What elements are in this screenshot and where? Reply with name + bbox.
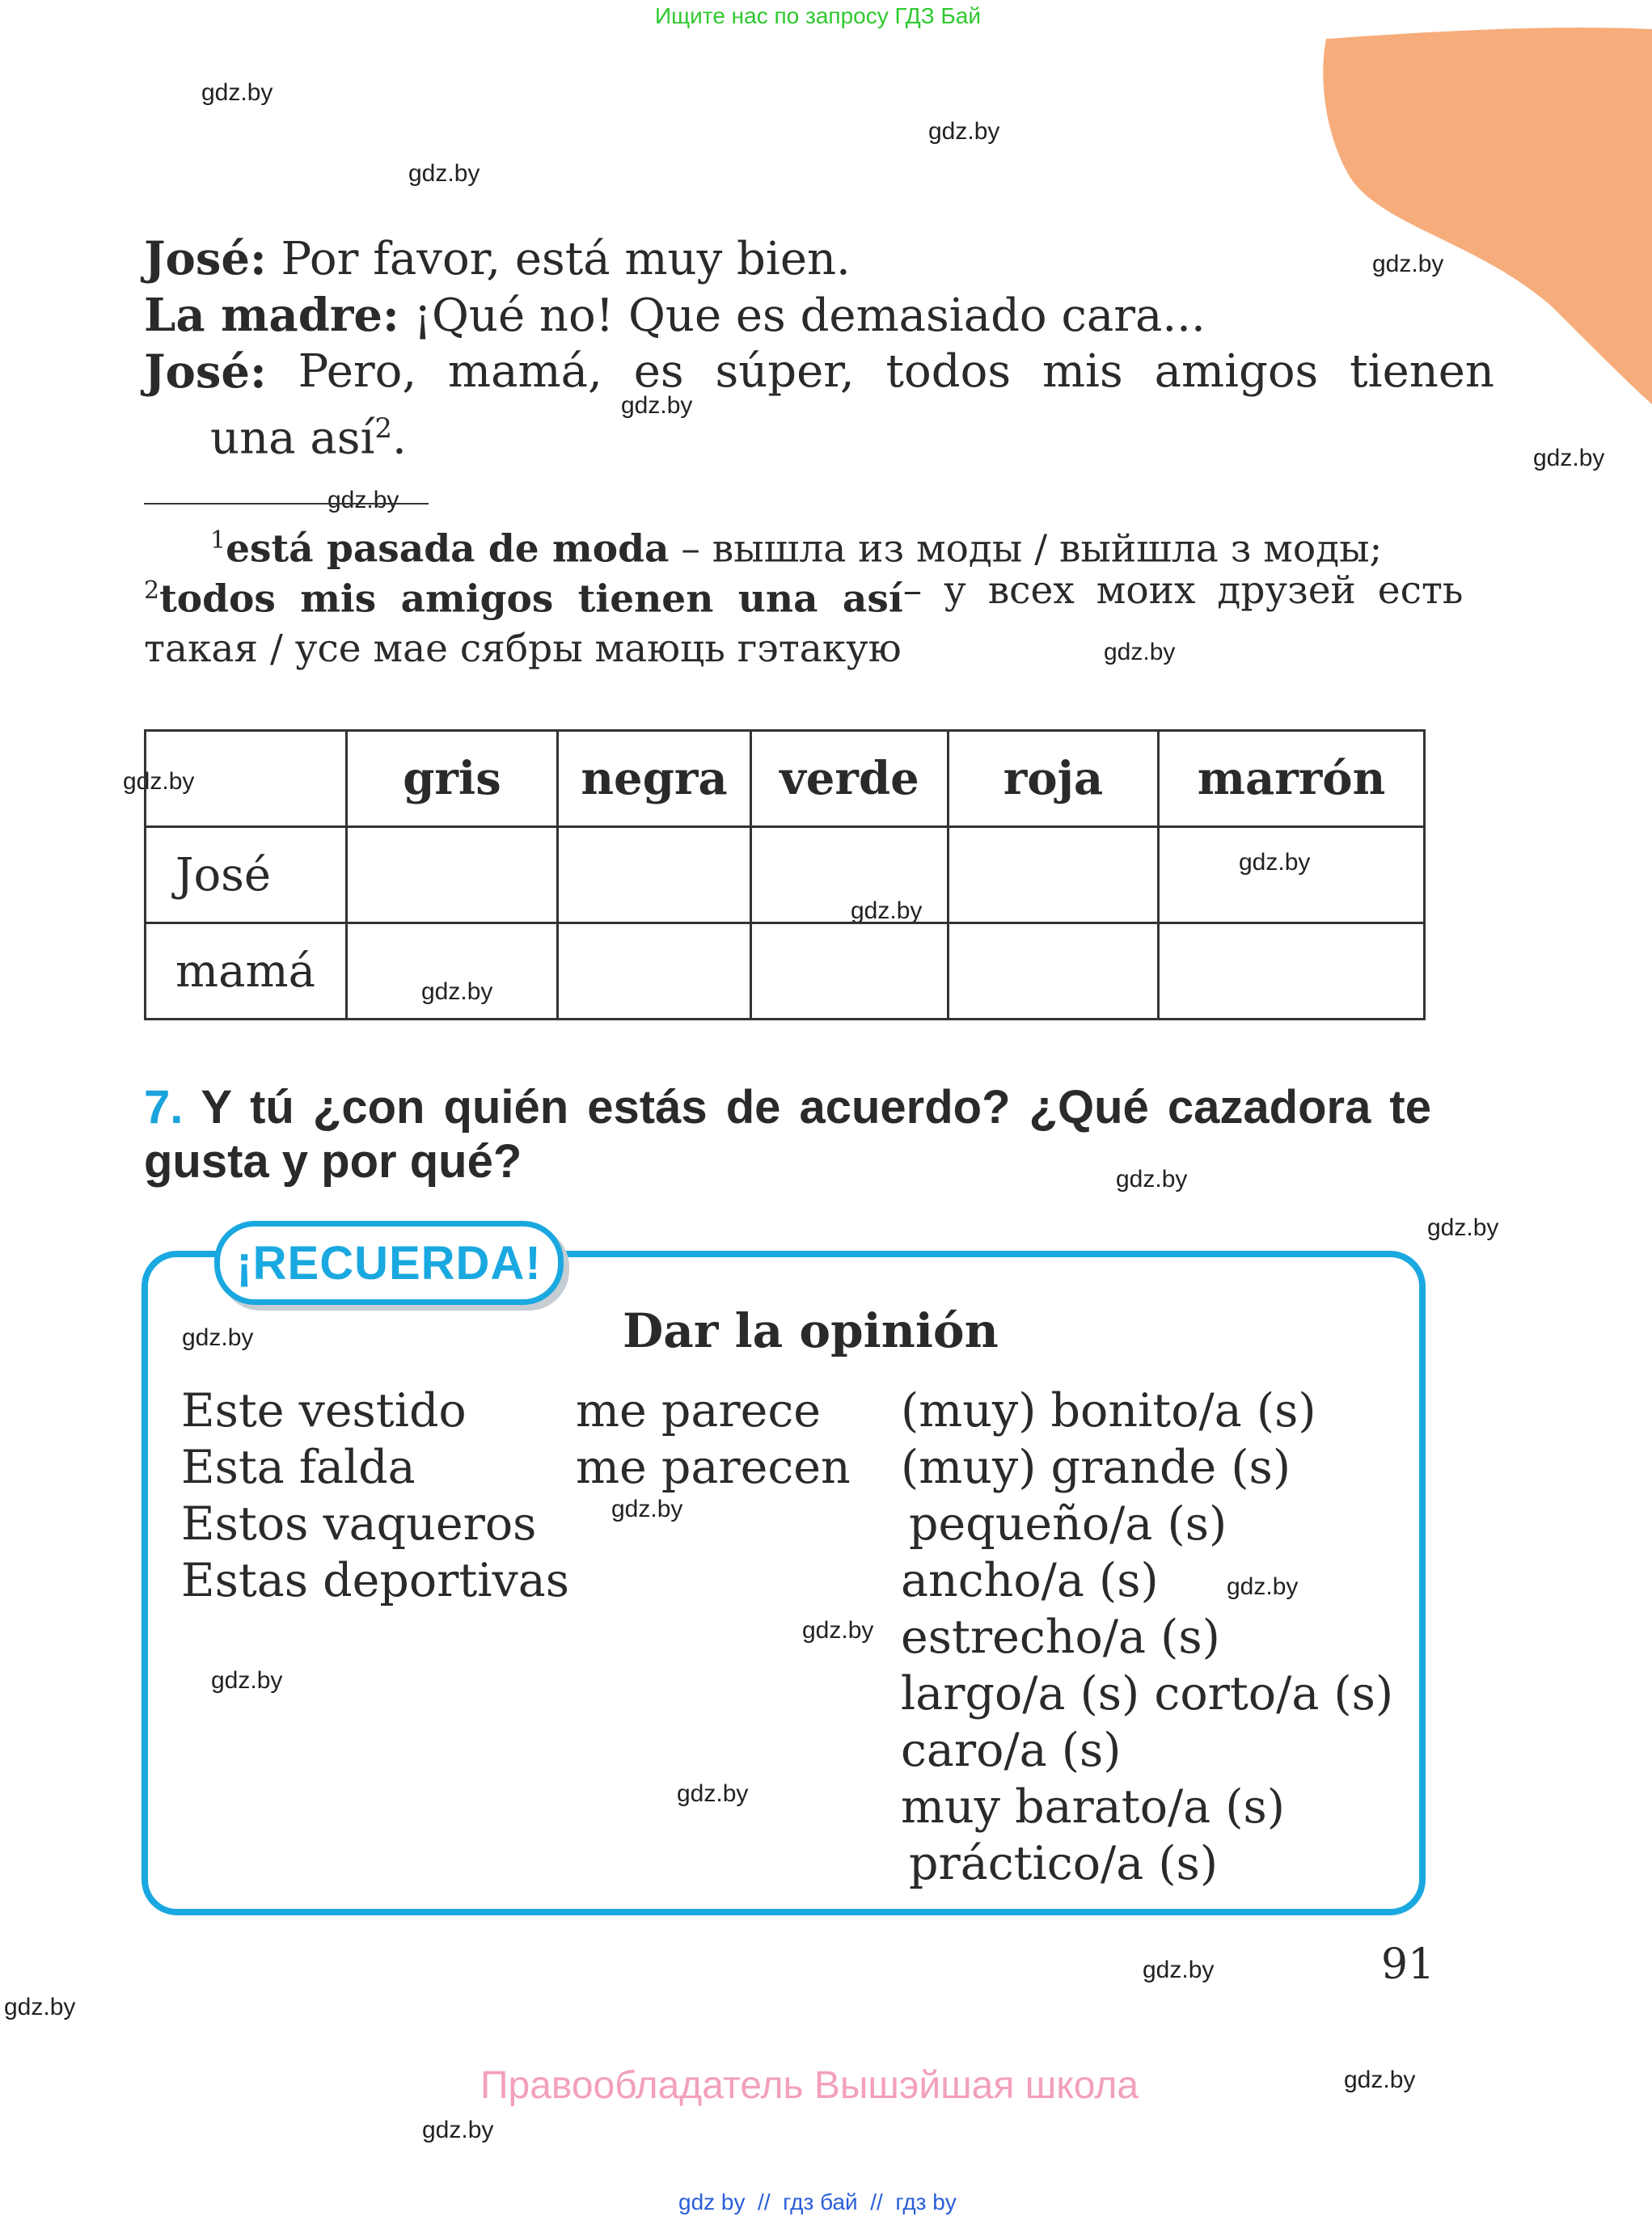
bottom-links[interactable]: gdz by // гдз бай // гдз by [678,2189,957,2214]
subject-item: Este vestido [181,1384,467,1438]
table-cell[interactable] [751,827,949,923]
watermark: gdz.by [4,1994,76,2020]
table-cell[interactable] [1159,827,1425,923]
row-name: José [146,827,347,923]
table-corner [146,731,347,827]
exercise-number: 7. [144,1081,184,1134]
exercise-text: Y tú ¿con quién estás de acuerdo? ¿Qué cazadora te [201,1081,1431,1134]
table-cell[interactable] [949,827,1159,923]
verbs-column [576,1383,851,1496]
copyright-note: Правообладатель Вышэйшая школа [480,2064,1139,2107]
word: tienen [1350,345,1494,398]
table-header: roja [949,731,1159,827]
table-header: verde [751,731,949,827]
adjective-item: práctico/a (s) [909,1837,1219,1890]
word: mamá, [448,345,602,398]
recuerda-badge-label: ¡RECUERDA! [236,1236,542,1290]
table-cell[interactable] [751,923,949,1020]
dialog-text: ¡Qué no! Que es demasiado cara... [413,289,1206,342]
watermark: gdz.by [851,897,923,924]
color-table [144,729,1426,1020]
dialog-text: Por favor, está muy bien. [281,233,851,285]
word: súper, [715,345,855,398]
watermark: gdz.by [422,2117,494,2143]
subjects-column [181,1383,569,1609]
subject-item: Esta falda [181,1441,416,1494]
watermark: gdz.by [928,118,1000,145]
watermark: gdz.by [1227,1573,1299,1600]
word: Pero, [298,345,417,398]
adjective-item: largo/a (s) corto/a (s) [901,1667,1394,1720]
dialog-line-3 [144,344,1494,400]
adjective-item: (muy) grande (s) [901,1441,1291,1494]
adjective-item: ancho/a (s) [901,1554,1159,1607]
exercise-7-line-1 [144,1080,1431,1135]
watermark: gdz.by [1104,639,1176,665]
adjective-item: caro/a (s) [901,1724,1122,1777]
table-cell[interactable] [347,827,558,923]
speaker: José: [144,232,267,285]
adjective-item: (muy) bonito/a (s) [901,1384,1316,1438]
footnote-2 [144,566,1464,625]
word: mis [1041,345,1123,398]
page-number: 91 [1381,1940,1435,1989]
verb-item: me parecen [576,1441,851,1494]
word: amigos [1154,345,1319,398]
speaker: La madre: [144,289,399,342]
watermark: gdz.by [611,1496,683,1522]
dialog-line-2 [144,287,1206,344]
footnote-ref: 2 [374,412,392,445]
watermark: gdz.by [1344,2067,1416,2093]
verb-item: me parece [576,1384,822,1438]
watermark: gdz.by [1372,251,1444,277]
footnote-translation: – у всех моих друзей есть [902,568,1464,613]
adjective-item: muy barato/a (s) [901,1780,1286,1834]
watermark: gdz.by [677,1780,749,1807]
top-banner[interactable]: Ищите нас по запросу ГДЗ Бай [655,3,982,28]
dialog-line-3-cont [210,400,407,467]
table-cell[interactable] [1159,923,1425,1020]
watermark: gdz.by [123,768,195,795]
adjective-item: estrecho/a (s) [901,1611,1220,1664]
recuerda-title: Dar la opinión [623,1303,999,1358]
watermark: gdz.by [182,1324,254,1351]
footnote-term: está pasada de moda [226,526,670,572]
table-row [146,923,1425,1020]
adjective-item: pequeño/a (s) [909,1497,1227,1551]
watermark: gdz.by [802,1617,874,1644]
footnote-number: 2 [144,576,160,605]
table-header-row [146,731,1425,827]
table-cell[interactable] [558,923,751,1020]
footnote-translation: – вышла из моды / выйшла з моды; [669,526,1383,572]
footnote-number: 1 [210,526,226,555]
table-header: gris [347,731,558,827]
watermark: gdz.by [1143,1957,1215,1983]
watermark: gdz.by [1239,849,1311,876]
watermark: gdz.by [1116,1166,1188,1193]
watermark: gdz.by [201,79,273,106]
watermark: gdz.by [621,392,693,419]
watermark: gdz.by [327,487,399,513]
dialog-text: . [392,412,407,465]
subject-item: Estas deportivas [181,1554,569,1607]
table-cell[interactable] [558,827,751,923]
recuerda-badge [214,1221,564,1305]
dialog-text: una así [210,412,375,465]
watermark: gdz.by [211,1667,283,1694]
exercise-7-line-2: gusta y por qué? [144,1135,522,1188]
watermark: gdz.by [421,978,493,1005]
footnote-term: todos mis amigos tienen una así [159,576,903,622]
footnote-term-wrap [144,566,903,625]
footnote-3: такая / усе мае сябры маюць гэтакую [144,627,902,671]
row-name: mamá [146,923,347,1020]
watermark: gdz.by [1533,445,1605,471]
table-cell[interactable] [347,923,558,1020]
footnote-rule [144,503,429,505]
dialog-line-1 [144,230,851,288]
table-header: marrón [1159,731,1425,827]
speaker: José: [144,345,267,399]
word: todos [885,345,1012,398]
subject-item: Estos vaqueros [181,1497,537,1551]
adjectives-column [901,1383,1393,1892]
table-cell[interactable] [949,923,1159,1020]
watermark: gdz.by [1427,1214,1499,1241]
table-header: negra [558,731,751,827]
word: es [633,345,684,398]
table-row [146,827,1425,923]
watermark: gdz.by [408,160,480,187]
